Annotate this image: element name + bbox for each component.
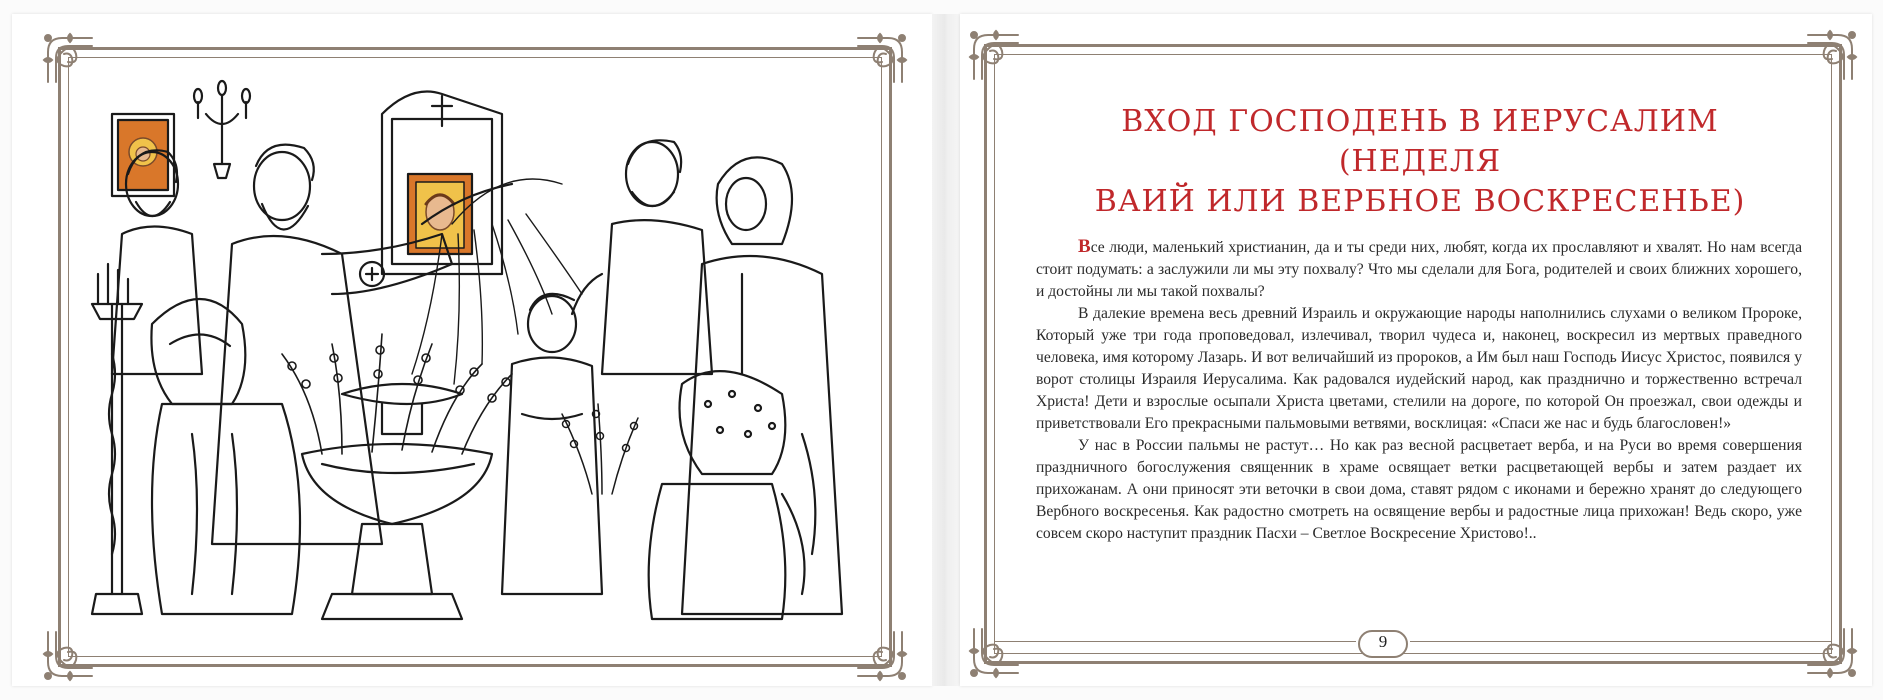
paragraph [1036,236,1802,303]
girl-kerchief-figure [649,371,805,619]
corner-ornament-icon [1802,29,1858,85]
page-number: 9 [1378,632,1388,651]
page-title [1040,102,1800,222]
book-gutter [932,14,960,686]
footer-rule [1410,641,1832,642]
body-text [1036,236,1802,545]
footer-rule [994,641,1356,642]
corner-ornament-icon [968,29,1024,85]
holy-water-font [302,384,492,619]
boy-figure [502,294,602,594]
paragraph-text: У нас в России пальмы не растут… Но как раз весной расцветает верба, и на Руси во время совершения праздничного богослужения священник в храме освящает ветки расцветающей вербы и затем раздает их прихожанам. А они приносят эти веточки в свои дома, ставят рядом с иконами и бережно хранят до следующего Вербного воскресенья. Как радостно смотреть на освящение вербы и радостные лица прихожан! Ведь скоро, уже совсем скоро наступит праздник Пасхи – Светлое Воскресение Христово!.. [1036,437,1802,542]
willow-branches [282,334,512,454]
title-line: ВХОД ГОСПОДЕНЬ В ИЕРУСАЛИМ (НЕДЕЛЯ [1121,104,1719,179]
candelabrum-icon [194,81,250,178]
paragraph-text: се люди, маленький христианин, да и ты среди них, любят, когда их прославляют и хвалят. Но нам всегда стоит подумать: а заслужили ли мы эту похвалу? Что мы сделали для Бога, родителей и своих ближних хорошего, и достойны ли мы такой похвалы? [1036,239,1802,300]
woman-right-figure [682,157,842,614]
corner-ornament-icon [968,623,1024,679]
right-page [960,14,1872,686]
left-page [12,14,932,686]
paragraph [1036,435,1802,545]
coloring-illustration [82,74,868,644]
paragraph [1036,303,1802,435]
corner-ornament-icon [1802,623,1858,679]
page-number-badge [1356,628,1410,660]
paragraph-text: В далекие времена весь древний Израиль и окружающие народы наполнились слухами о великом Пророке, Который уже три года проповедовал, излечивал, творил чудеса и, наконец, воскресил из мертвых праведного человека, имя которому Лазарь. И вот величайший из пророков, а Им был наш Господь Иисус Христос, появился у ворот столицы Израиля Иерусалима. Как радовался иудейский народ, как празднично и торжественно встречал Христа! Дети и взрослые осыпали Христа цветами, стелили на дороге, по которой Он проезжал, свои одежды и приветствовали Его прекрасными пальмовыми ветвями, восклицая: «Спаси же нас и будь благословен!» [1036,305,1802,432]
man-right-figure [572,140,712,374]
title-line: ВАИЙ ИЛИ ВЕРБНОЕ ВОСКРЕСЕНЬЕ) [1094,184,1746,219]
drop-cap: В [1078,236,1091,257]
